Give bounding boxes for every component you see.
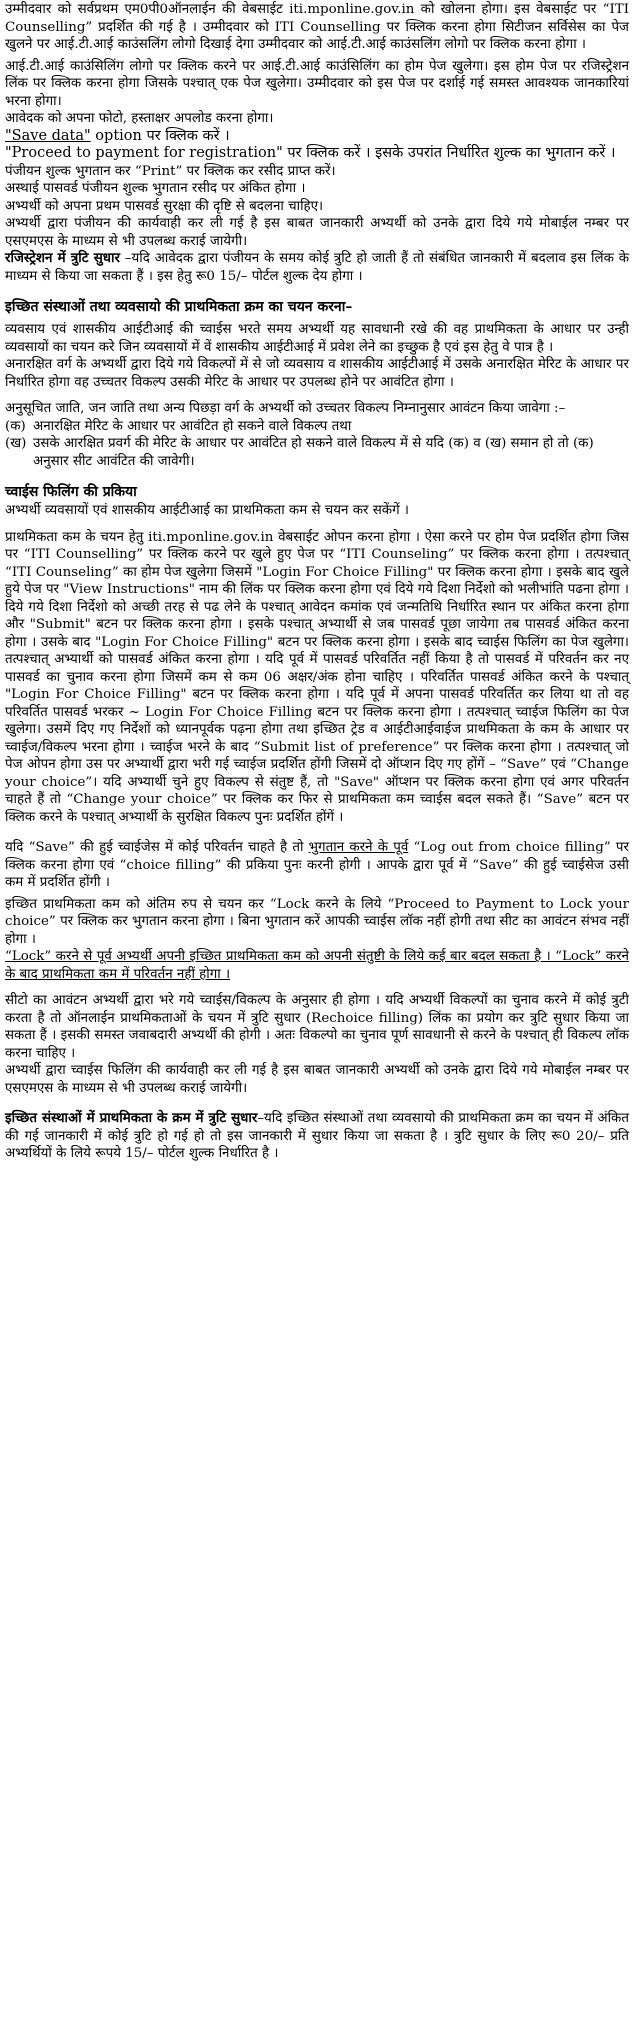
option-ka-text: अनारक्षित मेरिट के आधार पर आवंटित हो सकने वाले विकल्प तथा [33,418,352,434]
paragraph-registration-correction [5,250,629,285]
paragraph-save-data [5,128,629,146]
section-heading-priority: इच्छित संस्थाओं तथा व्यवसायो की प्राथमिकता क्रम का चयन करना– [5,299,353,315]
option-kha-key: (ख) [5,436,27,451]
paragraph-choose-priority: अभ्यर्थी व्यवसायों एवं शासकीय आईटीआई का प्राथमिकता कम से चयन कर सकेंगें । [5,503,409,518]
paragraph-priority-correction [5,1110,629,1163]
paragraph-choice-caution: व्यवसाय एवं शासकीय आईटीआई की च्वाईस भरते समय अभ्यर्थी यह सावधानी रखे की वह प्राथमिकता के आधार पर उन्ही व्यवसायों का चयन करे जिन व्यवसायों में वें शासकीय आईटीआई में प्रवेश लेने का इच्छुक है एवं इस हेतु वे पात्र है । [5,322,629,355]
paragraph-upload-photo: आवेदक को अपना फोटो, हस्ताक्षर अपलोड करना होगा। [5,111,274,126]
paragraph-lock-payment: इच्छित प्राथमिकता कम को अंतिम रुप से चयन कर “Lock करने के लिये “Proceed to Payment to Lock your choice” पर क्लिक कर भुगतान करना होगा । बिना भुगतान करें आपकी च्वाईस लॉक नहीं होगी तथा सीट का आवंटन संभव नहीं होगा । [5,896,629,947]
priority-correction-text: –यदि इच्छित संस्थाओं तथा व्यवसायो की प्राथमिकता क्रम का चयन में अंकित की गई जानकारी में कोई त्रुटि हो गई हो तो इस जानकारी में सुधार किया जा सकता है । त्रुटि सुधार के लिए रू0 20/– प्रति अभ्यर्थियों के लिये रूपये 15/– पोर्टल शुल्क निर्धारित है । [5,1111,629,1161]
paragraph-sms-choice: अभ्यर्थी द्वारा च्वाईस फिलिंग की कार्यवाही कर ली गई है इस बाबत जानकारी अभ्यर्थी को उनके द्वारा दिये गये मोबाईल नम्बर पर एसएमएस के माध्यम से भी उपलब्ध कराई जायेगी। [5,1063,629,1096]
paragraph-proceed-payment: "Proceed to payment for registration" पर क्लिक करें । इसके उपरांत निर्धारित शुल्क का भुगतान करें । [5,145,616,161]
section-heading-choice-filling: च्वाईस फिलिंग की प्रकिया [5,484,137,500]
option-ka-key: (क) [5,418,26,434]
paragraph-open-website: उम्मीदवार को सर्वप्रथम एम0पी0ऑनलाईन की वेबसाईट iti.mponline.gov.in को खोलना होगा। इस वेबसाईट पर “ITI Counselling” प्रदर्शित की गई है । उम्मीदवार को ITI Counselling पर क्लिक करना होगा सिटीजन सर्विसेस का पेज खुलने पर आई.टी.आई काउंसलिंग लोगो दिखाई देगा उम्मीदवार को आई.टी.आई काउंसलिंग लोगो पर क्लिक करना होगा । [5,2,629,52]
paragraph-change-before-payment [5,839,629,892]
paragraph-unreserved: अनारक्षित वर्ग के अभ्यर्थी द्वारा दिये गये विकल्पों में से जो व्यवसाय व शासकीय आईटीआई में उसके अनारक्षित मेरिट के आधार पर निर्धारित होगा वह उच्चतर विकल्प उसकी मेरिट के आधार पर उपलब्ध होने पर आवंटित होगा । [5,357,629,390]
paragraph-lock-warning: “Lock” करने से पूर्व अभ्यर्थी अपनी इच्छित प्राथमिकता कम को अपनी संतुष्टी के लिये कई बार बदल सकता है । “Lock” करने के बाद प्राथमिकता कम में परिवर्तन नहीं होगा । [5,949,629,982]
registration-correction-heading: रजिस्ट्रेशन में त्रुटि सुधार [5,250,120,266]
save-data-term: "Save data" [5,127,91,144]
change-before-payment-a: यदि “Save” की हुई च्वाईजेस में कोई परिवर्तन चाहते है तो [5,840,309,855]
option-kha [5,435,629,470]
registration-correction-text: –यदि आवेदक द्वारा पंजीयन के समय कोई त्रुटि हो जाती हैं तो संबंधित जानकारी में बदलाव इस लिंक के माध्यम से किया जा सकता हैं । इस हेतु रू0 15/– पोर्टल शुल्क देय होगा । [5,251,629,284]
option-ka [5,418,629,436]
before-payment-underlined: भुगतान करने के पूर्व [308,840,409,855]
paragraph-sms-registration: अभ्यर्थी द्वारा पंजीयन की कार्यवाही कर ली गई है इस बाबत जानकारी अभ्यर्थी को उनके द्वारा दिये गये मोबाईल नम्बर पर एसएमएस के माध्यम से भी उपलब्ध कराई जायेगी। [5,216,629,249]
option-kha-text: उसके आरक्षित प्रवर्ग की मेरिट के आधार पर आवंटित हो सकने वाले विकल्प में से यदि (क) व (ख) समान हो तो (क) अनुसार सीट आवंटित की जावेगी। [33,436,594,469]
priority-correction-heading: इच्छित संस्थाओं में प्राथमिकता के क्रम में त्रुटि सुधार [5,1110,258,1126]
paragraph-print-receipt: पंजीयन शुल्क भुगतान कर “Print” पर क्लिक कर रसीद प्राप्त करें। [5,163,336,179]
save-data-rest: option पर क्लिक करें । [90,127,230,144]
paragraph-temp-password: अस्थाई पासवर्ड पंजीयन शुल्क भुगतान रसीद पर अंकित होगा । [5,181,306,196]
paragraph-change-password: अभ्यर्थी को अपना प्रथम पासवर्ड सुरक्षा की दृष्टि से बदलना चाहिए। [5,198,324,214]
paragraph-reserved-intro: अनुसूचित जाति, जन जाति तथा अन्य पिछड़ा वर्ग के अभ्यर्थी को उच्चतर विकल्प निम्नानुसार आवंटन किया जावेगा :– [5,401,566,416]
change-before-payment-b: “Log out from choice filling” पर क्लिक करना होगा एवं “choice filling” की प्रकिया पुनः करनी होगी । आपके द्वारा पूर्व में “Save” की हुई च्वाईसेज उसी कम में प्रदर्शित होंगी । [5,840,629,890]
paragraph-registration-link: आई.टी.आई काउंसिलिंग लोगो पर क्लिक करने पर आई.टी.आई काउंसिलिंग का होम पेज खुलेगा। इस होम पेज पर रजिस्ट्रेशन लिंक पर क्लिक करना होगा जिसके पश्चात् एक पेज खुलेगा। उम्मीदवार को इस पेज पर दर्शाई गई समस्त आवश्यक जानकारियां भरना होगा। [5,58,629,109]
paragraph-seat-allotment: सीटो का आवंटन अभ्यर्थी द्वारा भरे गये च्वाईस/विकल्प के अनुसार ही होगा । यदि अभ्यर्थी विकल्पों का चुनाव करने में कोई त्रुटी करता है तो ऑनलाईन प्राथमिकताओं के चयन में त्रुटि सुधार (Rechoice filling) लिंक का प्रयोग कर त्रुटि सुधार किया जा सकता हैं । इसकी समस्त जवाबदारी अभ्यर्थी की होगी । अतः विकल्पो का चुनाव पूर्ण सावधानी से करने के पश्चात् ही विकल्प लॉक करना चाहिए । [5,993,629,1061]
paragraph-choice-procedure: प्राथमिकता कम के चयन हेतु iti.mponline.gov.in वेबसाईट ओपन करना होगा । ऐसा करने पर होम पेज प्रदर्शित होगा जिस पर “ITI Counselling” पर क्लिक करने पर खुले हुए पेज पर “ITI Counseling” पर क्लिक करना होगा । तत्पश्चात् “ITI Counseling” का होम पेज खुलेगा जिसमें "Login For Choice Filling" पर क्लिक करना होगा । इसके बाद खुले हुये पेज पर "View Instructions" नाम की लिंक पर क्लिक करना होगा एवं दिये गये दिशा निर्देशो को भलीभांति पढना होगा । दिये गये दिशा निर्देशो को अच्छी तरह से पढ लेने के पश्चात् आवेदन कमांक एवं जन्मतिथि निर्धारित स्थान पर अंकित करना होगा और "Submit" बटन पर क्लिक करना होगा । इसके पश्चात् अभ्यार्थी से जब पासवर्ड पूछा जायेगा तब पासवर्ड अंकित करना होगा । उसके बाद "Login For Choice Filling" बटन पर क्लिक करना होगा । इसके बाद च्वाईस फिलिंग का पेज खुलेगा। तत्पश्चात् अभ्यार्थी को पासवर्ड अंकित करना होगा । यदि पूर्व में पासवर्ड परिवर्तित नहीं किया है तो पासवर्ड में परिवर्तन कर नए पासवर्ड का चुनाव करना होगा जिसमें कम से कम 06 अक्षर/अंक होना चाहिए । परिवर्तित पासवर्ड अंकित करने के पश्चात् "Login For Choice Filling" बटन पर क्लिक करना होगा । यदि पूर्व में अपना पासवर्ड परिवर्तित कर लिया था तो वह परिवर्तित पासवर्ड भरकर ~ Login For Choice Filling बटन पर क्लिक करना होगा । तत्पश्चात् च्वाईज फिलिंग का पेज खुलेगा। उसमें दिए गए निर्देशों को ध्यानपूर्वक पढ़ना होगा तथा इच्छित ट्रेड व आईटीआईवाईज प्राथमिकता के कम के आधार पर च्वाईज/विकल्प भरना होगा । च्वाईज भरने के बाद “Submit list of preference” पर क्लिक करना होगा । तत्पश्चात् जो पेज ओपन होगा उस पर अभ्यार्थी द्वारा भरी गई च्वाईज प्रदर्शित होंगी जिसमें दो ऑप्शन दिए गए होंगें – “Save” एवं “Change your choice”। यदि अभ्यार्थी चुने हुए विकल्प से संतुष्ट हैं, तो "Save" ऑप्शन पर क्लिक करना होगा एवं अगर परिवर्तन चाहते हैं तो “Change your choice” पर क्लिक कर फिर से प्राथमिकता कम च्वाईस बदल सकते हैं। “Save” बटन पर क्लिक करने के पश्चात् अभ्यार्थी के सुरक्षित विकल्प पुनः प्रदर्शित होंगें । [5,529,629,825]
